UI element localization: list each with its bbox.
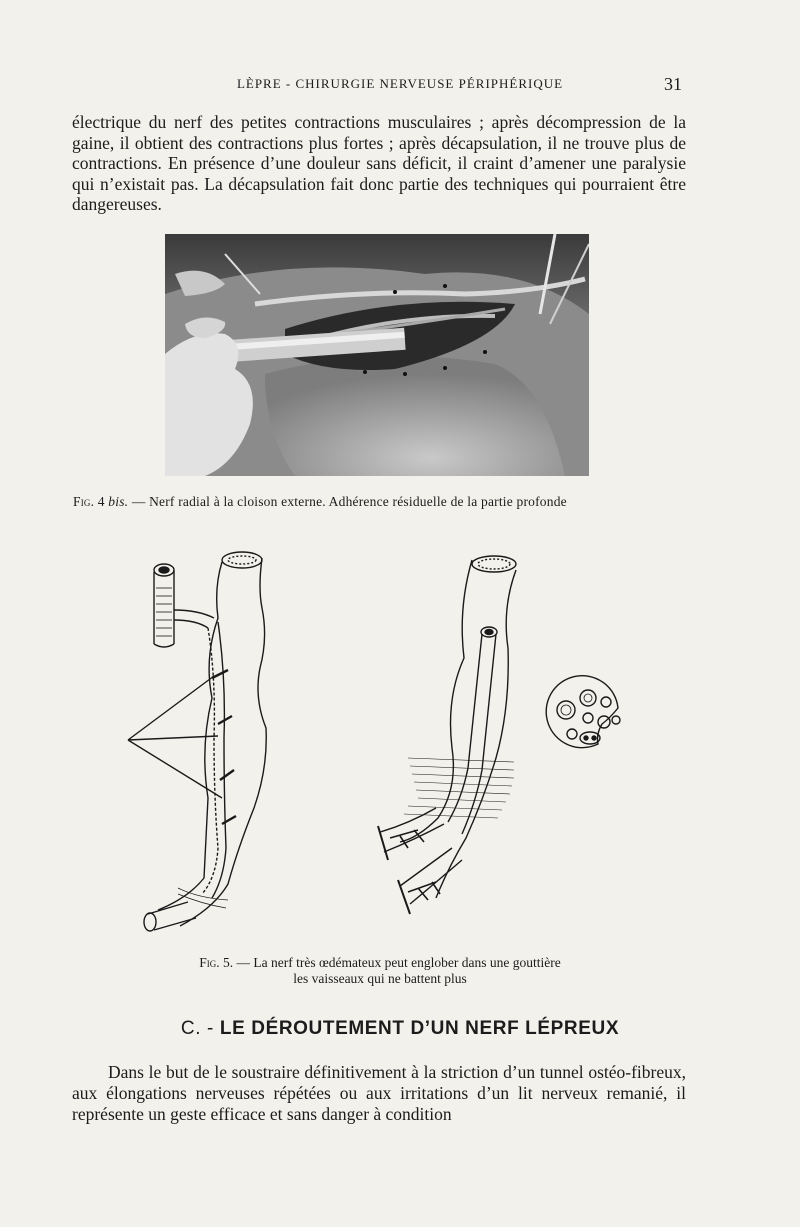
figure-5-caption-line-2: les vaisseaux qui ne battent plus (293, 971, 467, 986)
page-number: 31 (664, 74, 682, 94)
figure-4-label: Fig. 4 (73, 494, 105, 509)
figure-5-caption-line-1: — La nerf très œdémateux peut englober dans une gouttière (236, 955, 561, 970)
figure-4-caption (73, 494, 693, 510)
paragraph-1: électrique du nerf des petites contractions musculaires ; après décompression de la gaine, il obtient des contractions plus fortes ; après décapsulation, il ne trouve plus de contractions. En présence d’une douleur sans déficit, il craint d’amener une paralysie qui n’existait pas. La décapsulation fait donc partie des techniques qui pourraient être dangereuses. (72, 112, 686, 214)
left-nerve-illustration (128, 552, 266, 931)
paragraph-2: Dans le but de le soustraire définitivement à la striction d’un tunnel ostéo-fibreux, aux élongations nerveuses répétées ou aux irritations d’un lit nerveux remanié, il représente un geste efficace et sans danger à condition (72, 1062, 686, 1124)
nerve-drawing (118, 548, 638, 948)
section-heading (0, 1018, 800, 1040)
figure-5-caption (130, 955, 630, 987)
middle-nerve-illustration (378, 556, 516, 914)
figure-4-caption-text: — Nerf radial à la cloison externe. Adhérence résiduelle de la partie profonde (131, 494, 567, 509)
running-head: LÈPRE - CHIRURGIE NERVEUSE PÉRIPHÉRIQUE (236, 76, 564, 91)
figure-5-label: Fig. 5. (199, 955, 234, 970)
figure-4-label-suffix: bis. (108, 494, 129, 509)
surgical-photograph (165, 234, 589, 476)
section-letter: C. - (180, 1018, 214, 1039)
section-title: LE DÉROUTEMENT D’UN NERF LÉPREUX (219, 1018, 620, 1039)
cross-section-illustration (546, 676, 620, 748)
